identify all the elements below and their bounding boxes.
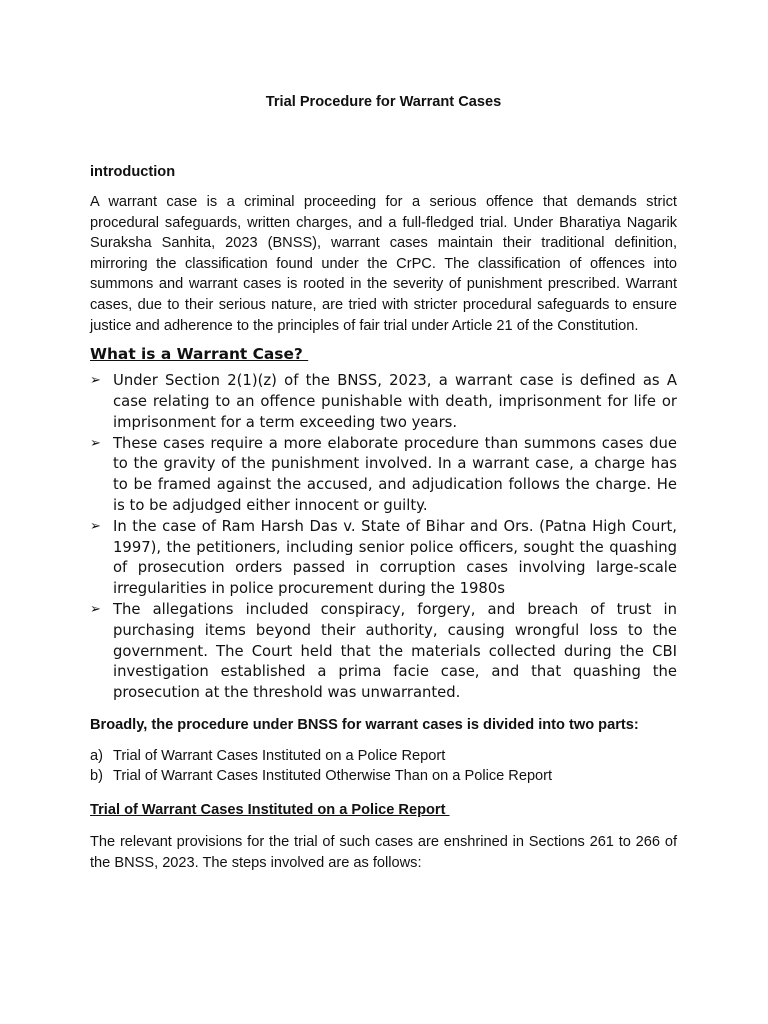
list-marker: a) [90,747,103,764]
list-item [90,517,677,600]
arrow-bullet-icon: ➢ [90,601,101,617]
arrow-bullet-icon: ➢ [90,435,101,451]
police-report-trial-heading: Trial of Warrant Cases Instituted on a Police Report [90,801,450,818]
part-text: Trial of Warrant Cases Instituted Otherwise Than on a Police Report [113,768,553,785]
list-item [90,434,677,517]
list-item [90,371,677,433]
part-text: Trial of Warrant Cases Instituted on a Police Report [113,747,446,764]
arrow-bullet-icon: ➢ [90,518,101,534]
what-is-warrant-case-heading: What is a Warrant Case? [90,345,309,364]
warrant-case-bullet-list [90,371,677,704]
list-item [90,600,677,704]
arrow-bullet-icon: ➢ [90,373,101,389]
intro-paragraph: A warrant case is a criminal proceeding for a serious offence that demands strict procedural safeguards, written charges, and a full-fledged trial. Under Bharatiya Nagarik Suraksha Sanhita, 2023 (BNSS), warrant cases maintain their traditional definition, mirroring the classification found under the CrPC. The classification of offences into summons and warrant cases is rooted in the severity of punishment prescribed. Warrant cases, due to their serious nature, are tried with stricter procedural safeguards to ensure justice and adherence to the principles of fair trial under Article 21 of the Constitution. [90,194,677,334]
bullet-text: Under Section 2(1)(z) of the BNSS, 2023, a warrant case is defined as A case relating to an offence punishable with death, imprisonment for life or imprisonment for a term exceeding two years. [113,372,677,431]
bullet-text: These cases require a more elaborate procedure than summons cases due to the gravity of the punishment involved. In a warrant case, a charge has to be framed against the accused, and adjudication follows the charge. He is to be adjudged either innocent or guilty. [113,434,677,514]
police-report-paragraph: The relevant provisions for the trial of such cases are enshrined in Sections 261 to 266 of the BNSS, 2023. The steps involved are as follows: [90,833,677,871]
bullet-text: The allegations included conspiracy, forgery, and breach of trust in purchasing items beyond their authority, causing wrongful loss to the government. The Court held that the materials collected during the CBI investigation established a prima facie case, and that quashing the prosecution at the threshold was unwarranted. [113,600,677,702]
document-title: Trial Procedure for Warrant Cases [265,94,502,110]
procedure-parts-list [90,746,677,787]
list-marker: b) [90,768,103,785]
list-item [90,746,677,767]
intro-heading: introduction [90,164,176,180]
document-page [90,92,677,873]
list-item [90,766,677,787]
procedure-parts-intro: Broadly, the procedure under BNSS for warrant cases is divided into two parts: [90,716,639,733]
bullet-text: In the case of Ram Harsh Das v. State of Bihar and Ors. (Patna High Court, 1997), the petitioners, including senior police officers, sought the quashing of prosecution orders passed in corruption cases involving large-scale irregularities in police procurement during the 1980s [113,517,677,598]
